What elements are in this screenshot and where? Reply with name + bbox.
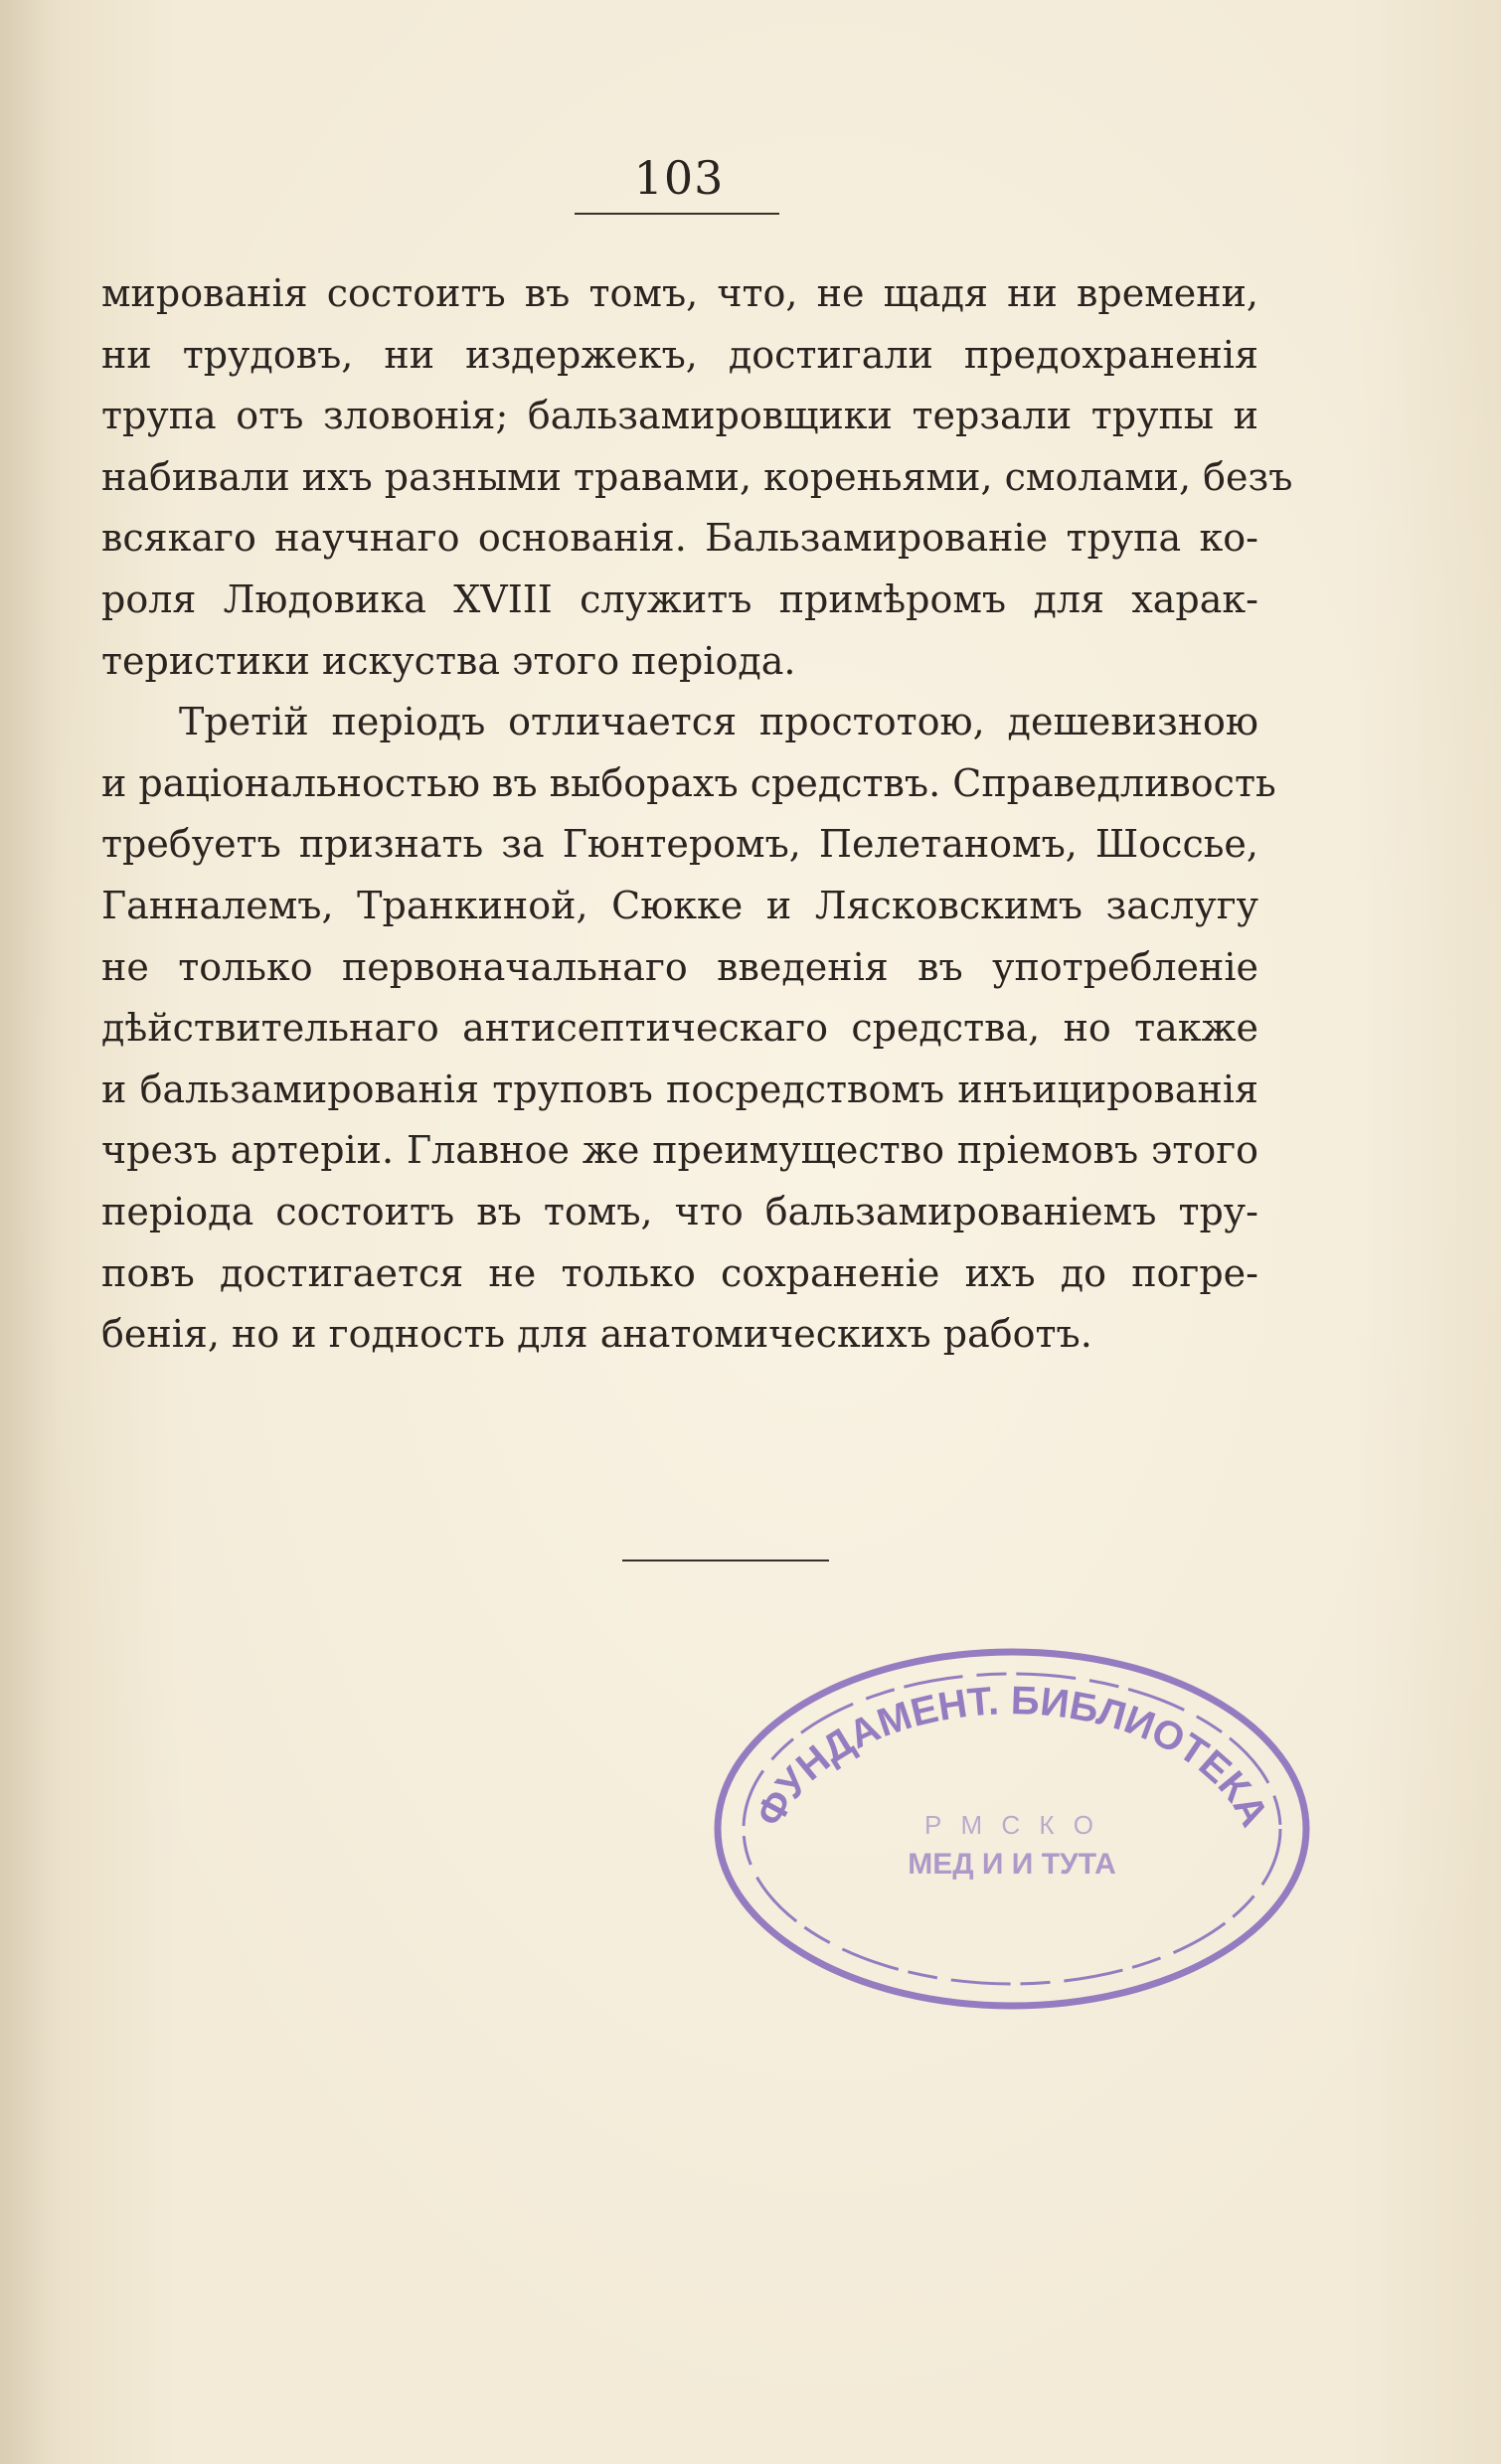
text-line: бенія, но и годность для анатомическихъ работъ. xyxy=(101,1312,1092,1357)
text-line: трупа отъ зловонія; бальзамировщики терзали трупы и xyxy=(101,394,1258,438)
text-line: повъ достигается не только сохраненіе ихъ до погре- xyxy=(101,1250,1258,1295)
text-line: теристики искуства этого періода. xyxy=(101,638,796,683)
text-line: роля Людовика XVIII служитъ примѣромъ для харак- xyxy=(101,576,1258,621)
text-line: и бальзамированія труповъ посредствомъ инъицированія xyxy=(101,1067,1258,1111)
page-number-rule xyxy=(575,213,779,215)
end-rule xyxy=(622,1560,829,1561)
text-line: мированія состоитъ въ томъ, что, не щадя ни времени, xyxy=(101,271,1258,315)
library-stamp xyxy=(696,1630,1328,2018)
body-text xyxy=(101,263,1293,1366)
text-line: требуетъ признать за Гюнтеромъ, Пелетаномъ, Шоссье, xyxy=(101,822,1258,867)
stamp-line-2: Р М С К О xyxy=(923,1810,1100,1840)
stamp-line-3: МЕД И И ТУТА xyxy=(908,1848,1116,1881)
page-number: 103 xyxy=(633,151,725,205)
text-line: Третій періодъ отличается простотою, дешевизною xyxy=(179,700,1258,744)
text-line: чрезъ артеріи. Главное же преимущество пріемовъ этого xyxy=(101,1128,1258,1173)
text-line: и раціональностью въ выборахъ средствъ. Справедливость xyxy=(101,760,1276,805)
text-line: дѣйствительнаго антисептическаго средства, но также xyxy=(101,1006,1258,1051)
text-line: Ганналемъ, Транкиной, Сюкке и Лясковскимъ заслугу xyxy=(101,883,1258,927)
text-line: ни трудовъ, ни издержекъ, достигали предохраненія xyxy=(101,332,1258,377)
text-line: не только первоначальнаго введенія въ употребленіе xyxy=(101,944,1258,989)
text-line: набивали ихъ разными травами, кореньями, смолами, безъ xyxy=(101,454,1293,499)
stamp-top-text: ФУНДАМЕНТ. БИБЛИОТЕКА xyxy=(748,1679,1276,1834)
text-line: періода состоитъ въ томъ, что бальзамированіемъ тру- xyxy=(101,1189,1258,1233)
text-line: всякаго научнаго основанія. Бальзамированіе трупа ко- xyxy=(101,516,1258,561)
